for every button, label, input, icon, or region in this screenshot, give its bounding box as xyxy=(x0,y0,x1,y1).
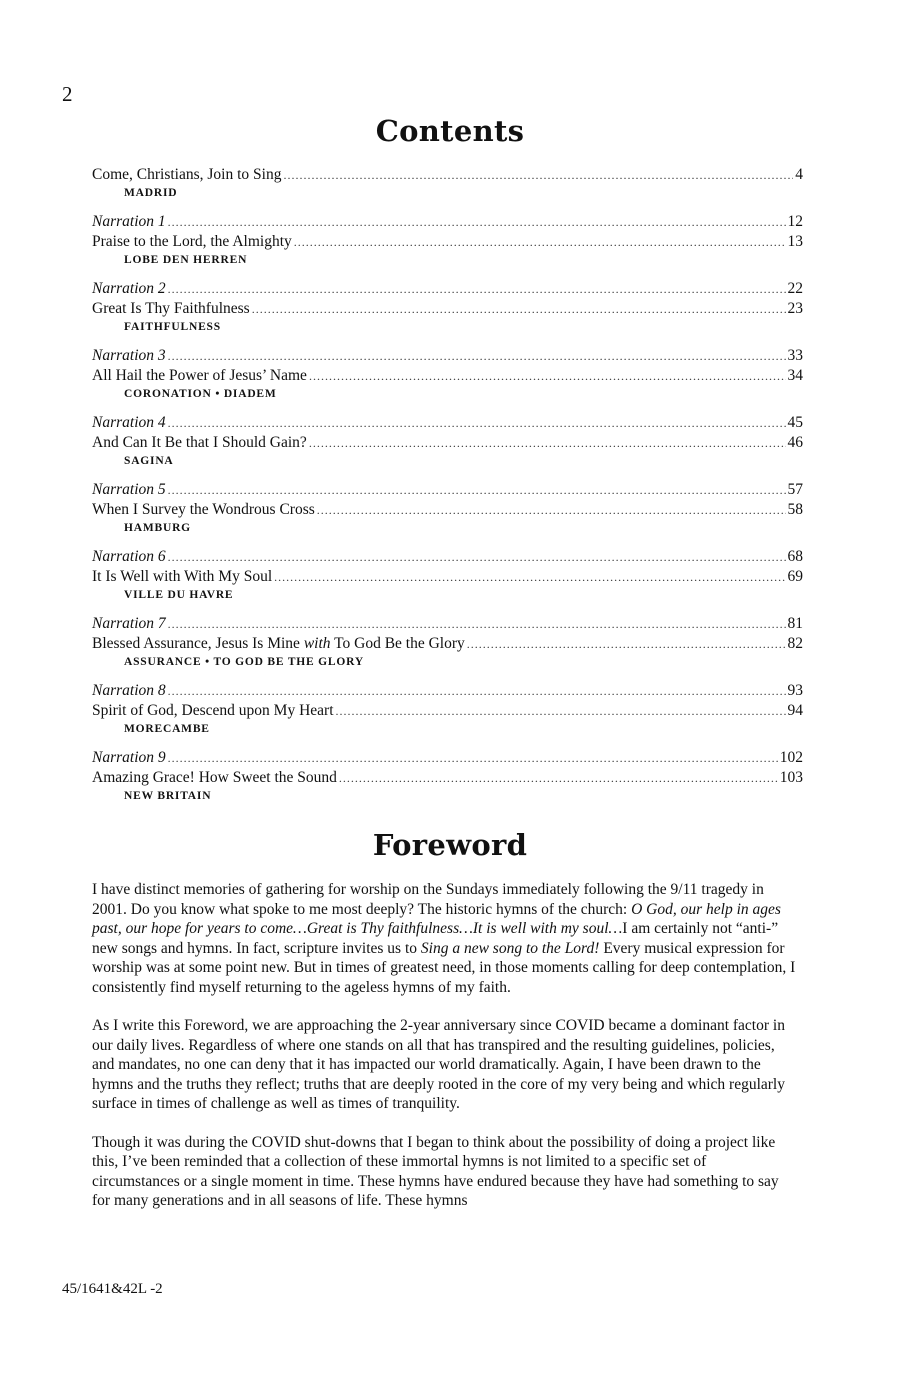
foreword-quote: O God, our help in ages past, our hope for years to come…Great is Thy faithfulness…It is well with my soul… xyxy=(92,900,781,937)
toc-page: 34 xyxy=(787,367,803,384)
foreword-body xyxy=(92,880,797,1230)
contents-title: Contents xyxy=(375,114,525,148)
toc-page: 45 xyxy=(787,414,803,431)
toc-title: Narration 6 xyxy=(92,548,166,565)
tune-name: CORONATION • DIADEM xyxy=(124,388,277,400)
dot-leader xyxy=(168,614,786,634)
toc-row-narration xyxy=(92,748,803,768)
toc-row-hymn xyxy=(92,366,803,386)
toc-entry xyxy=(92,279,803,334)
toc-row-hymn xyxy=(92,500,803,520)
toc-row-hymn xyxy=(92,433,803,453)
toc-row-hymn xyxy=(92,567,803,587)
toc-title: Narration 5 xyxy=(92,481,166,498)
toc-row-narration xyxy=(92,681,803,701)
toc-page: 69 xyxy=(787,568,803,585)
dot-leader xyxy=(252,299,786,319)
toc-title: Narration 9 xyxy=(92,749,166,766)
toc-title-part: Blessed Assurance, Jesus Is Mine xyxy=(92,635,300,652)
dot-leader xyxy=(309,433,786,453)
toc-page: 23 xyxy=(787,300,803,317)
dot-leader xyxy=(168,547,786,567)
toc-title: When I Survey the Wondrous Cross xyxy=(92,501,315,518)
tune-name: FAITHFULNESS xyxy=(124,321,221,333)
tune-name: ASSURANCE • TO GOD BE THE GLORY xyxy=(124,656,364,668)
toc-entry xyxy=(92,165,803,200)
toc-row-narration xyxy=(92,279,803,299)
tune-name: LOBE DEN HERREN xyxy=(124,254,248,266)
toc-row-narration xyxy=(92,346,803,366)
dot-leader xyxy=(168,748,778,768)
foreword-text: Every musical expression for worship was at some point new. But in times of greatest need, in those moments calling for deep contemplation, I consistently find myself returning to the ageless hymns of my faith. xyxy=(92,939,796,996)
dot-leader xyxy=(336,701,786,721)
toc-title xyxy=(92,634,465,654)
toc-title: Narration 4 xyxy=(92,414,166,431)
toc-title: Narration 7 xyxy=(92,615,166,632)
dot-leader xyxy=(294,232,786,252)
tune-name: HAMBURG xyxy=(124,522,191,534)
toc-row-hymn xyxy=(92,634,803,654)
dot-leader xyxy=(168,681,786,701)
toc-page: 82 xyxy=(787,635,803,652)
table-of-contents xyxy=(92,165,803,815)
toc-title: Narration 3 xyxy=(92,347,166,364)
toc-entry xyxy=(92,614,803,669)
toc-page: 22 xyxy=(787,280,803,297)
toc-title: Narration 8 xyxy=(92,682,166,699)
toc-title: Narration 1 xyxy=(92,213,166,230)
dot-leader xyxy=(168,279,786,299)
footer-code: 45/1641&42L -2 xyxy=(62,1281,163,1297)
tune-name: NEW BRITAIN xyxy=(124,790,212,802)
toc-title: And Can It Be that I Should Gain? xyxy=(92,434,307,451)
foreword-paragraph: As I write this Foreword, we are approaching the 2-year anniversary since COVID became a dominant factor in our daily lives. Regardless of where one stands on all that has transpired and the resulting guidelines, policies, and mandates, no one can deny that it has impacted our world dramatically. Again, I have been drawn to the hymns and the truths they reflect; truths that are deeply rooted in the core of my very being and which regularly surface in times of challenge as well as times of tranquility. xyxy=(92,1017,785,1112)
dot-leader xyxy=(274,567,785,587)
toc-row-narration xyxy=(92,212,803,232)
dot-leader xyxy=(168,480,786,500)
tune-name: SAGINA xyxy=(124,455,174,467)
toc-row-narration xyxy=(92,614,803,634)
toc-page: 13 xyxy=(787,233,803,250)
toc-title: All Hail the Power of Jesus’ Name xyxy=(92,367,307,384)
tune-name: MORECAMBE xyxy=(124,723,210,735)
dot-leader xyxy=(309,366,786,386)
foreword-paragraph: Though it was during the COVID shut-downs that I began to think about the possibility of doing a project like this, I’ve been reminded that a collection of these immortal hymns is not limited to a specific set of circumstances or a single moment in time. These hymns have endured because they have had something to say for many generations and in all seasons of life. These hymns xyxy=(92,1133,779,1209)
foreword-paragraph xyxy=(92,880,797,997)
tune-name: VILLE DU HAVRE xyxy=(124,589,234,601)
toc-page: 94 xyxy=(787,702,803,719)
toc-row-hymn xyxy=(92,232,803,252)
toc-entry xyxy=(92,346,803,401)
toc-entry xyxy=(92,413,803,468)
toc-row-narration xyxy=(92,413,803,433)
dot-leader xyxy=(467,634,786,654)
toc-row-hymn xyxy=(92,768,803,788)
foreword-text: I have distinct memories of gathering for worship on the Sundays immediately following the 9/11 tragedy in 2001. Do you know what spoke to me most deeply? The historic hymns of the church: xyxy=(92,881,764,918)
page-number: 2 xyxy=(62,82,73,106)
toc-title-with: with xyxy=(303,635,331,652)
dot-leader xyxy=(168,413,786,433)
toc-page: 33 xyxy=(787,347,803,364)
toc-title: It Is Well with With My Soul xyxy=(92,568,273,585)
foreword-quote: Sing a new song to the Lord! xyxy=(420,939,600,957)
toc-page: 103 xyxy=(779,769,803,786)
toc-row-narration xyxy=(92,547,803,567)
toc-row-hymn xyxy=(92,299,803,319)
dot-leader xyxy=(168,212,786,232)
toc-row-narration xyxy=(92,480,803,500)
toc-page: 81 xyxy=(787,615,803,632)
toc-title-part: To God Be the Glory xyxy=(334,635,465,652)
toc-page: 12 xyxy=(787,213,803,230)
toc-page: 93 xyxy=(787,682,803,699)
toc-entry xyxy=(92,681,803,736)
toc-entry xyxy=(92,748,803,803)
toc-page: 4 xyxy=(795,166,803,183)
toc-row-hymn xyxy=(92,165,803,185)
toc-title: Great Is Thy Faithfulness xyxy=(92,300,250,317)
toc-page: 57 xyxy=(787,481,803,498)
toc-title: Amazing Grace! How Sweet the Sound xyxy=(92,769,337,786)
toc-page: 58 xyxy=(787,501,803,518)
toc-title: Spirit of God, Descend upon My Heart xyxy=(92,702,334,719)
dot-leader xyxy=(168,346,786,366)
tune-name: MADRID xyxy=(124,187,178,199)
toc-entry xyxy=(92,480,803,535)
toc-entry xyxy=(92,547,803,602)
dot-leader xyxy=(339,768,778,788)
toc-row-hymn xyxy=(92,701,803,721)
toc-title: Come, Christians, Join to Sing xyxy=(92,166,282,183)
toc-entry xyxy=(92,212,803,267)
dot-leader xyxy=(317,500,786,520)
toc-page: 102 xyxy=(779,749,803,766)
toc-page: 68 xyxy=(787,548,803,565)
toc-page: 46 xyxy=(787,434,803,451)
foreword-title: Foreword xyxy=(372,828,528,862)
toc-title: Narration 2 xyxy=(92,280,166,297)
foreword-text: I am certainly not “anti-” new songs and hymns. In fact, scripture invites us to xyxy=(92,920,779,957)
dot-leader xyxy=(283,165,793,185)
toc-title: Praise to the Lord, the Almighty xyxy=(92,233,292,250)
